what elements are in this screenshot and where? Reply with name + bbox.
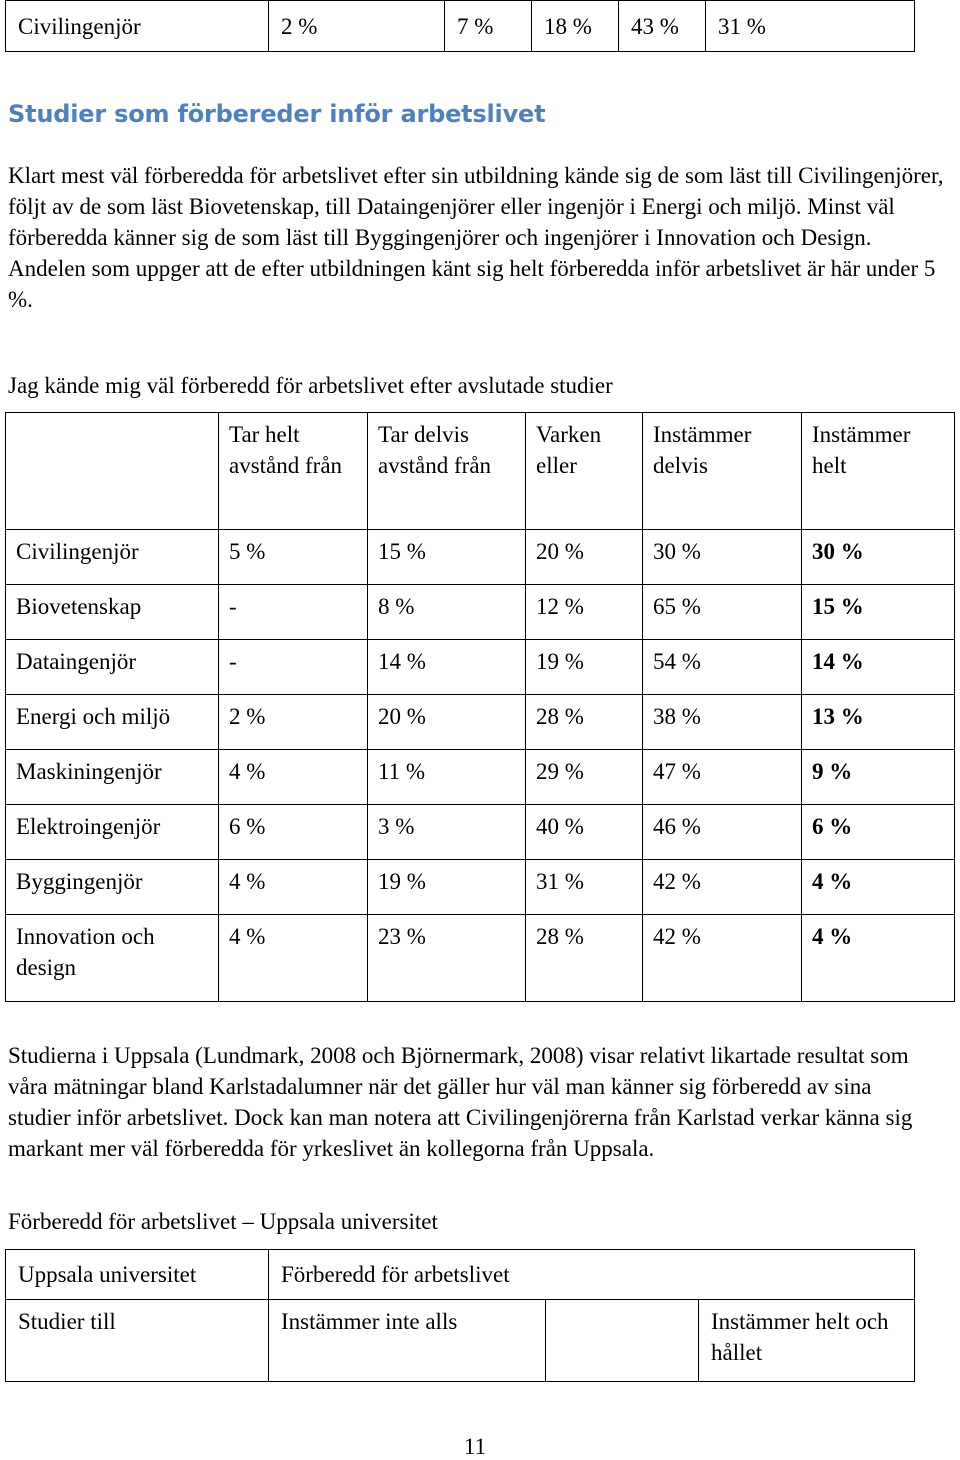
row-label: Byggingenjör <box>6 860 219 915</box>
table-cell: 4 % <box>219 860 368 915</box>
header-cell: Tar delvis avstånd från <box>368 413 526 530</box>
table-cell: Uppsala universitet <box>6 1250 269 1300</box>
table-cell: 2 % <box>269 1 445 52</box>
body-paragraph: Studierna i Uppsala (Lundmark, 2008 och Björnermark, 2008) visar relativt likartade resultat som våra mätningar bland Karlstadalumner när det gäller hur väl man känner sig förberedd av sina studier inför arbetslivet. Dock kan man notera att Civilingenjörerna från Karlstad verkar känna sig markant mer väl förberedda för yrkeslivet än kollegorna från Uppsala. <box>8 1043 913 1161</box>
table-row <box>6 915 955 1002</box>
table-cell: 30 % <box>802 530 955 585</box>
table-cell: 28 % <box>526 695 643 750</box>
row-label: Civilingenjör <box>6 530 219 585</box>
table-cell: 4 % <box>802 915 955 1002</box>
table-cell: Instämmer helt och hållet <box>699 1300 915 1382</box>
table-cell: 47 % <box>643 750 802 805</box>
row-label: Maskiningenjör <box>6 750 219 805</box>
table-cell: 14 % <box>802 640 955 695</box>
header-cell: Instämmer helt <box>802 413 955 530</box>
table-cell: 6 % <box>219 805 368 860</box>
row-label: Innovation och design <box>6 915 219 1002</box>
table-cell: 19 % <box>368 860 526 915</box>
table-cell: 4 % <box>219 915 368 1002</box>
table-cell: 28 % <box>526 915 643 1002</box>
table-cell: 3 % <box>368 805 526 860</box>
table-cell: 43 % <box>619 1 706 52</box>
header-cell: Varken eller <box>526 413 643 530</box>
table-cell: 18 % <box>532 1 619 52</box>
table-cell: 46 % <box>643 805 802 860</box>
table-row <box>6 585 955 640</box>
table-cell: 40 % <box>526 805 643 860</box>
table-cell: 29 % <box>526 750 643 805</box>
table-cell: 7 % <box>445 1 532 52</box>
table-row <box>6 1300 915 1382</box>
header-cell: Instämmer delvis <box>643 413 802 530</box>
table-cell: Förberedd för arbetslivet <box>269 1250 915 1300</box>
table-cell: 8 % <box>368 585 526 640</box>
table-cell: 14 % <box>368 640 526 695</box>
row-label: Dataingenjör <box>6 640 219 695</box>
table-cell: 42 % <box>643 860 802 915</box>
uppsala-table <box>5 1249 915 1382</box>
table-cell: 20 % <box>526 530 643 585</box>
table-cell: Instämmer inte alls <box>269 1300 546 1382</box>
table-cell: 20 % <box>368 695 526 750</box>
table-cell: 42 % <box>643 915 802 1002</box>
table-row <box>6 860 955 915</box>
table-row <box>6 695 955 750</box>
table-cell: 65 % <box>643 585 802 640</box>
body-paragraph: Klart mest väl förberedda för arbetslivet efter sin utbildning kände sig de som läst till Civilingenjörer, följt av de som läst Biovetenskap, till Dataingenjörer eller ingenjör i Energi och miljö. Minst väl förberedda känner sig de som läst till Byggingenjörer och ingenjörer i Innovation och Design. Andelen som uppger att de efter utbildningen känt sig helt förberedda inför arbetslivet är här under 5 %. <box>8 163 944 312</box>
table-cell: 54 % <box>643 640 802 695</box>
section-heading: Studier som förbereder inför arbetslivet <box>8 100 546 128</box>
table-cell: 13 % <box>802 695 955 750</box>
table-cell: 19 % <box>526 640 643 695</box>
table-cell: 11 % <box>368 750 526 805</box>
table-cell: 38 % <box>643 695 802 750</box>
table-cell: - <box>219 640 368 695</box>
row-label: Biovetenskap <box>6 585 219 640</box>
table-cell: 30 % <box>643 530 802 585</box>
table-cell: - <box>219 585 368 640</box>
row-label: Energi och miljö <box>6 695 219 750</box>
table-row <box>6 640 955 695</box>
table-cell: 15 % <box>802 585 955 640</box>
table-row <box>6 1 915 52</box>
table-cell: 6 % <box>802 805 955 860</box>
table-cell: 9 % <box>802 750 955 805</box>
table-cell: 31 % <box>526 860 643 915</box>
table-cell: 4 % <box>802 860 955 915</box>
table-row <box>6 1250 915 1300</box>
header-cell: Tar helt avstånd från <box>219 413 368 530</box>
header-cell-empty <box>6 413 219 530</box>
table-row <box>6 750 955 805</box>
table-cell: 4 % <box>219 750 368 805</box>
table-cell: 2 % <box>219 695 368 750</box>
row-label: Elektroingenjör <box>6 805 219 860</box>
table-row <box>6 530 955 585</box>
preparedness-table <box>5 412 955 1002</box>
table-cell: Studier till <box>6 1300 269 1382</box>
table-cell: Civilingenjör <box>6 1 269 52</box>
table-row <box>6 805 955 860</box>
table-cell: 15 % <box>368 530 526 585</box>
table-cell <box>546 1300 699 1382</box>
table-cell: 31 % <box>706 1 915 52</box>
table-cell: 12 % <box>526 585 643 640</box>
table-caption: Jag kände mig väl förberedd för arbetslivet efter avslutade studier <box>8 373 613 398</box>
table-cell: 23 % <box>368 915 526 1002</box>
table-cell: 5 % <box>219 530 368 585</box>
page-number: 11 <box>463 1434 487 1459</box>
table-caption: Förberedd för arbetslivet – Uppsala universitet <box>8 1209 438 1234</box>
previous-results-table <box>5 0 915 52</box>
table-header-row <box>6 413 955 530</box>
